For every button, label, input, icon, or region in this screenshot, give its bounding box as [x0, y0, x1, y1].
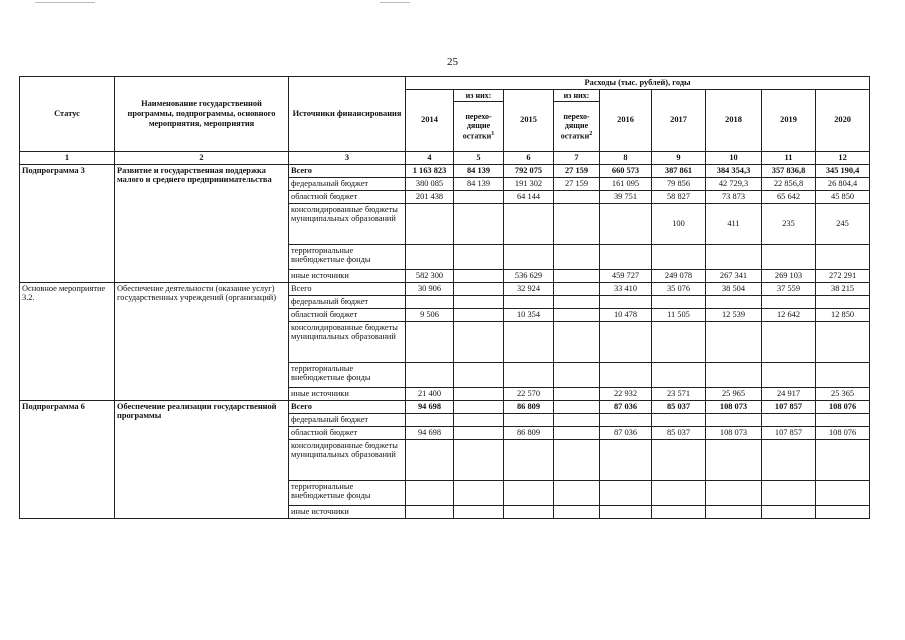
value-cell [652, 244, 706, 269]
scan-artifact [35, 2, 95, 3]
value-cell [454, 439, 504, 480]
value-cell [504, 480, 554, 505]
value-cell: 73 873 [706, 190, 762, 203]
header-carryover-2: перехо-дящие остатки$^2$ [554, 101, 600, 151]
value-cell: 411 [706, 203, 762, 244]
value-cell [652, 480, 706, 505]
value-cell: 26 804,4 [816, 177, 870, 190]
value-cell [554, 308, 600, 321]
value-cell [706, 505, 762, 518]
value-cell: 38 215 [816, 282, 870, 295]
value-cell [406, 203, 454, 244]
value-cell: 108 073 [706, 400, 762, 413]
value-cell [406, 439, 454, 480]
value-cell: 38 504 [706, 282, 762, 295]
header-year-2019: 2019 [762, 89, 816, 151]
funding-source: областной бюджет [289, 308, 406, 321]
header-year-2018: 2018 [706, 89, 762, 151]
value-cell: 64 144 [504, 190, 554, 203]
value-cell [504, 362, 554, 387]
value-cell: 9 506 [406, 308, 454, 321]
value-cell: 387 861 [652, 164, 706, 177]
value-cell [454, 362, 504, 387]
value-cell [454, 308, 504, 321]
header-year-2017: 2017 [652, 89, 706, 151]
value-cell [454, 269, 504, 282]
header-year-2015: 2015 [504, 89, 554, 151]
value-cell [706, 439, 762, 480]
value-cell [600, 413, 652, 426]
value-cell [652, 413, 706, 426]
value-cell [652, 295, 706, 308]
value-cell: 384 354,3 [706, 164, 762, 177]
value-cell [652, 321, 706, 362]
value-cell: 245 [816, 203, 870, 244]
value-cell: 459 727 [600, 269, 652, 282]
value-cell: 65 642 [762, 190, 816, 203]
value-cell: 25 365 [816, 387, 870, 400]
value-cell: 235 [762, 203, 816, 244]
table-row [20, 164, 870, 177]
section-name: Развитие и государственная поддержка малого и среднего предпринимательства [115, 164, 289, 282]
value-cell: 87 036 [600, 426, 652, 439]
value-cell: 249 078 [652, 269, 706, 282]
funding-source: областной бюджет [289, 426, 406, 439]
value-cell [454, 321, 504, 362]
value-cell [600, 244, 652, 269]
value-cell: 22 570 [504, 387, 554, 400]
value-cell [454, 203, 504, 244]
value-cell [554, 282, 600, 295]
value-cell [706, 413, 762, 426]
value-cell [554, 400, 600, 413]
value-cell [762, 505, 816, 518]
header-year-2020: 2020 [816, 89, 870, 151]
value-cell: 84 139 [454, 177, 504, 190]
funding-source: Всего [289, 164, 406, 177]
value-cell: 25 965 [706, 387, 762, 400]
funding-source: федеральный бюджет [289, 177, 406, 190]
value-cell [554, 269, 600, 282]
value-cell: 32 924 [504, 282, 554, 295]
value-cell: 12 850 [816, 308, 870, 321]
value-cell: 87 036 [600, 400, 652, 413]
value-cell [406, 362, 454, 387]
value-cell: 272 291 [816, 269, 870, 282]
funding-source: территориальные внебюджетные фонды [289, 480, 406, 505]
value-cell [762, 413, 816, 426]
value-cell: 39 751 [600, 190, 652, 203]
value-cell [762, 321, 816, 362]
value-cell: 582 300 [406, 269, 454, 282]
value-cell [406, 295, 454, 308]
value-cell [762, 295, 816, 308]
value-cell: 27 159 [554, 164, 600, 177]
value-cell [706, 244, 762, 269]
value-cell: 37 559 [762, 282, 816, 295]
funding-source: консолидированные бюджеты муниципальных образований [289, 439, 406, 480]
funding-source: территориальные внебюджетные фонды [289, 362, 406, 387]
value-cell [554, 190, 600, 203]
value-cell [652, 362, 706, 387]
value-cell [406, 413, 454, 426]
value-cell [554, 426, 600, 439]
section-name: Обеспечение реализации государственной программы [115, 400, 289, 518]
header-year-2014: 2014 [406, 89, 454, 151]
value-cell [504, 505, 554, 518]
value-cell [600, 295, 652, 308]
value-cell: 201 438 [406, 190, 454, 203]
value-cell: 23 571 [652, 387, 706, 400]
header-name: Наименование государственной программы, подпрограммы, основного мероприятия, мероприятия [115, 77, 289, 152]
value-cell: 10 354 [504, 308, 554, 321]
value-cell [600, 321, 652, 362]
value-cell [600, 480, 652, 505]
value-cell [762, 480, 816, 505]
header-of-them-1: из них: [454, 89, 504, 101]
value-cell [406, 505, 454, 518]
value-cell: 24 917 [762, 387, 816, 400]
value-cell: 35 076 [652, 282, 706, 295]
value-cell: 86 809 [504, 400, 554, 413]
value-cell [816, 413, 870, 426]
value-cell: 107 857 [762, 426, 816, 439]
value-cell: 108 076 [816, 400, 870, 413]
header-status: Статус [20, 77, 115, 152]
value-cell: 22 856,8 [762, 177, 816, 190]
value-cell: 21 400 [406, 387, 454, 400]
value-cell [554, 203, 600, 244]
index-row: 1 2 3 4 5 6 7 8 9 10 11 12 [20, 151, 870, 164]
value-cell [706, 480, 762, 505]
value-cell: 42 729,3 [706, 177, 762, 190]
value-cell [554, 387, 600, 400]
value-cell [454, 387, 504, 400]
value-cell: 357 836,8 [762, 164, 816, 177]
funding-source: иные источники [289, 387, 406, 400]
value-cell: 536 629 [504, 269, 554, 282]
value-cell [454, 480, 504, 505]
value-cell: 58 827 [652, 190, 706, 203]
value-cell [762, 362, 816, 387]
value-cell [504, 203, 554, 244]
value-cell [554, 439, 600, 480]
value-cell [816, 295, 870, 308]
value-cell: 191 302 [504, 177, 554, 190]
value-cell [816, 362, 870, 387]
value-cell [406, 244, 454, 269]
header-year-2016: 2016 [600, 89, 652, 151]
budget-table [19, 76, 870, 519]
header-sources: Источники финансирования [289, 77, 406, 152]
value-cell [454, 413, 504, 426]
value-cell [706, 321, 762, 362]
value-cell: 12 539 [706, 308, 762, 321]
value-cell [652, 505, 706, 518]
value-cell [504, 321, 554, 362]
value-cell [600, 362, 652, 387]
value-cell: 45 850 [816, 190, 870, 203]
value-cell [706, 295, 762, 308]
funding-source: территориальные внебюджетные фонды [289, 244, 406, 269]
value-cell [504, 244, 554, 269]
value-cell [816, 505, 870, 518]
value-cell [454, 282, 504, 295]
value-cell [454, 505, 504, 518]
value-cell [600, 203, 652, 244]
funding-source: консолидированные бюджеты муниципальных образований [289, 321, 406, 362]
value-cell [554, 505, 600, 518]
value-cell [762, 439, 816, 480]
value-cell: 792 075 [504, 164, 554, 177]
funding-source: иные источники [289, 269, 406, 282]
funding-source: федеральный бюджет [289, 413, 406, 426]
value-cell [554, 413, 600, 426]
section-name: Обеспечение деятельности (оказание услуг) государственных учреждений (организаций) [115, 282, 289, 400]
value-cell [554, 362, 600, 387]
value-cell: 30 906 [406, 282, 454, 295]
value-cell [454, 426, 504, 439]
section-status: Основное мероприятие 3.2. [20, 282, 115, 400]
value-cell [554, 295, 600, 308]
page-number: 25 [447, 56, 458, 68]
section-status: Подпрограмма 6 [20, 400, 115, 518]
funding-source: консолидированные бюджеты муниципальных образований [289, 203, 406, 244]
value-cell [454, 244, 504, 269]
value-cell [600, 505, 652, 518]
value-cell [816, 439, 870, 480]
value-cell: 86 809 [504, 426, 554, 439]
funding-source: Всего [289, 282, 406, 295]
value-cell [816, 244, 870, 269]
value-cell: 345 190,4 [816, 164, 870, 177]
section-status: Подпрограмма 3 [20, 164, 115, 282]
value-cell [600, 439, 652, 480]
value-cell [454, 400, 504, 413]
value-cell: 380 085 [406, 177, 454, 190]
funding-source: иные источники [289, 505, 406, 518]
value-cell: 269 103 [762, 269, 816, 282]
value-cell: 108 076 [816, 426, 870, 439]
value-cell: 100 [652, 203, 706, 244]
value-cell: 660 573 [600, 164, 652, 177]
funding-source: Всего [289, 400, 406, 413]
value-cell: 107 857 [762, 400, 816, 413]
table-row [20, 282, 870, 295]
value-cell [652, 439, 706, 480]
value-cell: 85 037 [652, 400, 706, 413]
value-cell [554, 321, 600, 362]
value-cell: 108 073 [706, 426, 762, 439]
header-expenses: Расходы (тыс. рублей), годы [406, 77, 870, 90]
value-cell: 22 932 [600, 387, 652, 400]
value-cell: 12 642 [762, 308, 816, 321]
scan-artifact [380, 2, 410, 3]
value-cell [816, 321, 870, 362]
value-cell [554, 480, 600, 505]
funding-source: федеральный бюджет [289, 295, 406, 308]
value-cell [504, 413, 554, 426]
value-cell: 84 139 [454, 164, 504, 177]
value-cell: 161 095 [600, 177, 652, 190]
value-cell: 11 505 [652, 308, 706, 321]
value-cell [454, 295, 504, 308]
header-of-them-2: из них: [554, 89, 600, 101]
value-cell: 79 856 [652, 177, 706, 190]
value-cell [504, 439, 554, 480]
value-cell [406, 321, 454, 362]
value-cell [504, 295, 554, 308]
value-cell: 10 478 [600, 308, 652, 321]
value-cell: 85 037 [652, 426, 706, 439]
value-cell [554, 244, 600, 269]
value-cell: 94 698 [406, 426, 454, 439]
value-cell [454, 190, 504, 203]
table-row [20, 400, 870, 413]
value-cell: 27 159 [554, 177, 600, 190]
value-cell [706, 362, 762, 387]
value-cell [406, 480, 454, 505]
value-cell: 267 341 [706, 269, 762, 282]
value-cell: 94 698 [406, 400, 454, 413]
header-carryover-1: перехо-дящие остатки$^1$ [454, 101, 504, 151]
value-cell: 1 163 823 [406, 164, 454, 177]
value-cell [762, 244, 816, 269]
value-cell [816, 480, 870, 505]
value-cell: 33 410 [600, 282, 652, 295]
funding-source: областной бюджет [289, 190, 406, 203]
